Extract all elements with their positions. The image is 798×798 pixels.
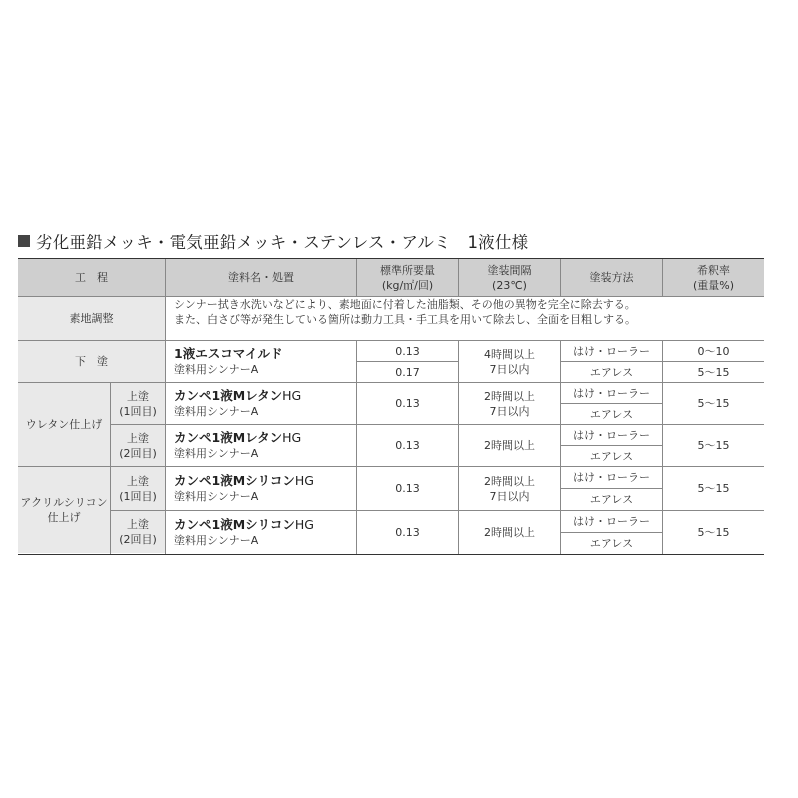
header-process-label: 工 程 — [75, 271, 108, 284]
interval-min: 2時間以上 — [484, 439, 535, 452]
row-divider — [18, 382, 764, 383]
usage-value: 0.17 — [395, 365, 420, 379]
row-divider — [111, 424, 764, 425]
sub-row-divider — [357, 361, 458, 362]
coat-step-u2 — [111, 425, 165, 466]
header-interval — [459, 259, 560, 296]
urethane-coat2-method-1 — [561, 425, 662, 445]
header-usage — [357, 259, 458, 296]
col-divider — [560, 340, 561, 554]
sub-row-divider — [561, 532, 662, 533]
dilution-value: 0〜10 — [697, 344, 730, 358]
silicone-group-line2: 仕上げ — [47, 511, 81, 524]
sub-row-divider — [561, 403, 662, 404]
title-text: 劣化亜鉛メッキ・電気亜鉛メッキ・ステンレス・アルミ 1液仕様 — [36, 233, 529, 252]
urethane-coat1-product — [166, 383, 356, 424]
coat-round-text: (1回目) — [119, 489, 157, 503]
product-name: 1液エスコマイルド — [174, 346, 283, 361]
col-divider — [356, 259, 357, 296]
dilution-value: 5〜15 — [697, 397, 730, 410]
silicone-coat1-interval — [459, 467, 560, 510]
product-suffix: HG — [294, 516, 314, 532]
interval-max: 7日以内 — [489, 404, 530, 418]
undercoat-label-text: 下 塗 — [75, 355, 108, 368]
sub-row-divider — [561, 488, 662, 489]
method-text: はけ・ローラー — [573, 344, 650, 358]
urethane-coat1-usage — [357, 383, 458, 424]
undercoat-method-1 — [561, 341, 662, 361]
coat-step-u1 — [111, 383, 165, 424]
usage-value: 0.13 — [395, 525, 420, 539]
undercoat-interval — [459, 341, 560, 382]
prep-description — [166, 297, 764, 340]
undercoat-dilution-2 — [663, 362, 764, 382]
header-dilution — [663, 259, 764, 296]
dilution-value: 5〜15 — [697, 439, 730, 452]
row-divider — [18, 466, 764, 467]
page-title — [18, 228, 528, 254]
thinner-name: 塗料用シンナーA — [174, 363, 259, 376]
thinner-name: 塗料用シンナーA — [174, 405, 259, 418]
col-divider — [458, 340, 459, 554]
header-dilution-line1: 希釈率 — [697, 263, 730, 277]
col-divider — [662, 259, 663, 296]
col-divider — [458, 259, 459, 296]
prep-line2: また、白さび等が発生している箇所は動力工具・手工具を用いて除去し、全面を目粗しする。 — [174, 313, 636, 326]
coat-step-text: 上塗 — [127, 431, 149, 445]
urethane-coat2-interval — [459, 425, 560, 466]
undercoat-usage-1 — [357, 341, 458, 361]
product-name: カンペ1液Mレタン — [174, 388, 283, 403]
silicone-coat2-usage — [357, 511, 458, 553]
prep-label — [18, 297, 165, 340]
coat-step-s1 — [111, 467, 165, 510]
silicone-coat2-product — [166, 511, 356, 553]
undercoat-usage-2 — [357, 362, 458, 382]
coat-step-text: 上塗 — [127, 518, 149, 531]
product-suffix: HG — [282, 388, 302, 403]
silicone-coat1-method-2 — [561, 489, 662, 510]
silicone-coat1-product — [166, 467, 356, 510]
col-divider — [165, 259, 166, 554]
header-dilution-line2: (重量%) — [692, 278, 735, 292]
silicone-coat1-method-1 — [561, 467, 662, 488]
urethane-group-text: ウレタン仕上げ — [25, 418, 103, 431]
undercoat-product — [166, 341, 356, 382]
urethane-coat2-dilution — [663, 425, 764, 466]
col-divider — [356, 340, 357, 554]
square-bullet-icon — [18, 235, 30, 247]
col-divider — [560, 259, 561, 296]
coat-round-text: (2回目) — [119, 533, 157, 546]
interval-min: 2時間以上 — [484, 474, 535, 488]
undercoat-label — [18, 341, 165, 382]
header-method — [561, 259, 662, 296]
header-paint — [166, 259, 356, 296]
product-suffix: HG — [282, 430, 302, 445]
urethane-coat2-product — [166, 425, 356, 466]
method-text: エアレス — [589, 536, 634, 550]
method-text: はけ・ローラー — [573, 515, 650, 528]
silicone-coat1-dilution — [663, 467, 764, 510]
header-usage-line2: (kg/㎡/回) — [381, 278, 434, 292]
header-paint-label: 塗料名・処置 — [228, 271, 294, 284]
thinner-name: 塗料用シンナーA — [174, 447, 259, 460]
silicone-group-line1: アクリルシリコン — [20, 496, 108, 509]
dilution-value: 5〜15 — [697, 525, 730, 539]
dilution-value: 5〜15 — [697, 365, 730, 379]
prep-label-text: 素地調整 — [69, 312, 114, 325]
header-process — [18, 259, 165, 296]
prep-line1: シンナー拭き水洗いなどにより、素地面に付着した油脂類、その他の異物を完全に除去する。 — [174, 298, 636, 311]
silicone-coat1-usage — [357, 467, 458, 510]
usage-value: 0.13 — [395, 344, 420, 358]
urethane-coat1-method-1 — [561, 383, 662, 403]
product-name: カンペ1液Mシリコン — [174, 516, 295, 532]
coat-step-s2 — [111, 511, 165, 553]
sub-row-divider — [561, 445, 662, 446]
undercoat-method-2 — [561, 362, 662, 382]
interval-max: 7日以内 — [489, 489, 530, 503]
header-method-label: 塗装方法 — [589, 271, 634, 284]
silicone-coat2-interval — [459, 511, 560, 553]
interval-min: 4時間以上 — [484, 347, 535, 361]
usage-value: 0.13 — [395, 482, 420, 495]
undercoat-dilution-1 — [663, 341, 764, 361]
spec-table — [18, 258, 764, 555]
method-text: はけ・ローラー — [573, 386, 650, 400]
header-interval-line1: 塗装間隔 — [487, 263, 532, 277]
row-divider — [18, 296, 764, 297]
urethane-coat2-method-2 — [561, 446, 662, 466]
silicone-coat2-method-2 — [561, 533, 662, 553]
thinner-name: 塗料用シンナーA — [174, 490, 259, 503]
usage-value: 0.13 — [395, 439, 420, 452]
method-text: はけ・ローラー — [573, 428, 650, 442]
col-divider — [662, 340, 663, 554]
urethane-group-label — [18, 383, 110, 466]
usage-value: 0.13 — [395, 397, 420, 410]
interval-max: 7日以内 — [489, 362, 530, 376]
row-divider — [18, 340, 764, 341]
urethane-coat1-interval — [459, 383, 560, 424]
thinner-name: 塗料用シンナーA — [174, 533, 259, 547]
coat-step-text: 上塗 — [127, 389, 149, 403]
urethane-coat2-usage — [357, 425, 458, 466]
urethane-coat1-method-2 — [561, 404, 662, 424]
silicone-coat2-dilution — [663, 511, 764, 553]
method-text: はけ・ローラー — [573, 471, 650, 484]
coat-round-text: (1回目) — [119, 404, 157, 418]
urethane-coat1-dilution — [663, 383, 764, 424]
interval-min: 2時間以上 — [484, 525, 535, 539]
product-suffix: HG — [294, 473, 314, 488]
coat-step-text: 上塗 — [127, 474, 149, 488]
product-name: カンペ1液Mシリコン — [174, 473, 295, 488]
row-divider — [111, 510, 764, 511]
method-text: エアレス — [589, 449, 634, 463]
product-name: カンペ1液Mレタン — [174, 430, 283, 445]
col-divider — [110, 382, 111, 554]
silicone-coat2-method-1 — [561, 511, 662, 532]
method-text: エアレス — [589, 365, 634, 379]
header-interval-line2: (23℃) — [492, 278, 527, 292]
coat-round-text: (2回目) — [119, 446, 157, 460]
dilution-value: 5〜15 — [697, 482, 730, 495]
interval-min: 2時間以上 — [484, 389, 535, 403]
header-usage-line1: 標準所要量 — [380, 263, 435, 277]
method-text: エアレス — [589, 407, 634, 421]
method-text: エアレス — [589, 493, 634, 506]
silicone-group-label — [18, 467, 110, 553]
